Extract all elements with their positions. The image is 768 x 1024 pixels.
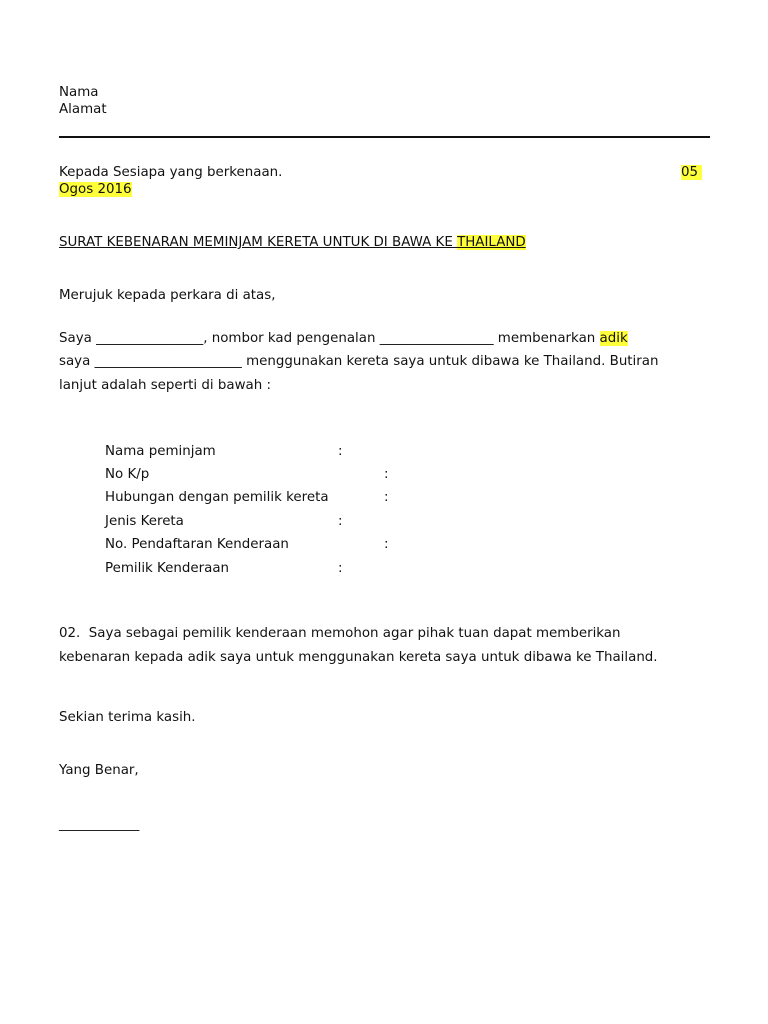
sender-address-label: Alamat (59, 102, 107, 117)
date-month-year-text: Ogos 2016 (59, 182, 132, 197)
body2-line2: kebenaran kepada adik saya untuk menggunakan kereta saya untuk dibawa ke Thailand. (59, 650, 658, 665)
body1-line1 (59, 330, 628, 348)
closing-line: Sekian terima kasih. (59, 710, 196, 725)
greeting: Kepada Sesiapa yang berkenaan. (59, 165, 283, 180)
field-colon: : (338, 514, 343, 529)
field-label-hubungan: Hubungan dengan pemilik kereta (105, 490, 329, 505)
field-colon: : (384, 467, 389, 482)
body1-line3: lanjut adalah seperti di bawah : (59, 378, 271, 393)
field-colon: : (384, 537, 389, 552)
field-colon: : (338, 444, 343, 459)
date-day (681, 164, 702, 182)
field-label-nama-peminjam: Nama peminjam (105, 444, 216, 459)
field-label-no-kp: No K/p (105, 467, 150, 482)
date-day-text: 05 (681, 165, 699, 180)
field-label-pemilik: Pemilik Kenderaan (105, 561, 230, 576)
body1-line2: saya ______________________ menggunakan kereta saya untuk dibawa ke Thailand. Butiran (59, 354, 659, 369)
date-month-year (59, 181, 132, 199)
field-label-no-pendaftaran: No. Pendaftaran Kenderaan (105, 537, 289, 552)
body1-line1-text: Saya ________________, nombor kad pengenalan _________________ membenarkan (59, 331, 600, 346)
signature-line: ____________ (59, 817, 140, 832)
field-colon: : (338, 561, 343, 576)
subject-line (59, 234, 526, 252)
subject-prefix: SURAT KEBENARAN MEMINJAM KERETA UNTUK DI BAWA KE (59, 235, 458, 250)
body1-highlight: adik (599, 331, 628, 346)
field-colon: : (384, 490, 389, 505)
field-label-jenis-kereta: Jenis Kereta (105, 514, 184, 529)
reference-line: Merujuk kepada perkara di atas, (59, 288, 276, 303)
body2-line1: 02. Saya sebagai pemilik kenderaan memohon agar pihak tuan dapat memberikan (59, 626, 621, 641)
subject-highlight: THAILAND (457, 235, 526, 250)
header-divider (59, 136, 710, 138)
sender-name-label: Nama (59, 85, 99, 100)
signoff-line: Yang Benar, (59, 763, 139, 778)
